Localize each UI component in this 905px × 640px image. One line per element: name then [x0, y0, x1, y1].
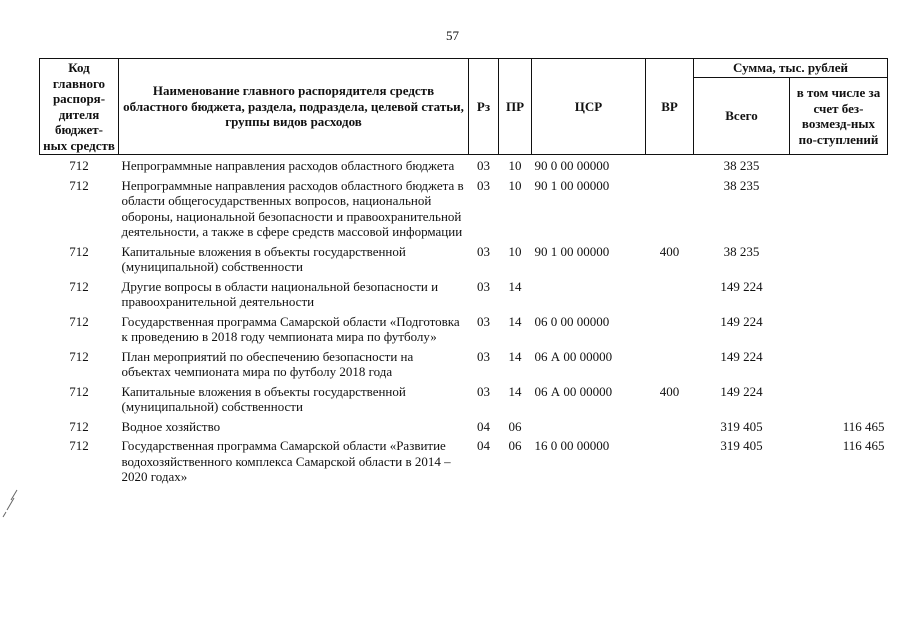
code-cell: 712 — [69, 313, 89, 329]
name-cell: Водное хозяйство — [121, 418, 221, 434]
header-code: Код главного распоря-дителя бюджет-ных средств — [40, 59, 119, 155]
total-cell: 38 235 — [723, 158, 760, 173]
header-gratis: в том числе за счет без-возмезд-ных по-ступлений — [790, 78, 888, 155]
pr-cell: 10 — [508, 158, 522, 173]
gratis-cell — [790, 155, 888, 175]
total-cell: 149 224 — [720, 348, 763, 364]
gratis-cell: 116 465 — [842, 438, 885, 453]
pr-cell: 14 — [508, 383, 522, 399]
table-body — [40, 155, 888, 486]
table-row — [40, 311, 888, 346]
csr-cell: 06 А 00 00000 — [534, 383, 613, 399]
table-header — [40, 59, 888, 155]
rz-cell: 03 — [477, 313, 490, 329]
vr-cell: 400 — [659, 243, 680, 259]
code-cell: 712 — [69, 348, 89, 364]
table-row — [40, 241, 888, 276]
name-cell: Непрограммные направления расходов областного бюджета в области общегосударственных вопросов, национальной обороны, национальной безопасности и правоохранительной деятельности, а также в сфере средств массовой информации — [121, 177, 464, 239]
total-cell: 149 224 — [720, 383, 763, 399]
header-pr: ПР — [499, 59, 532, 155]
name-cell: Государственная программа Самарской области «Подготовка к проведению в 2018 году чемпионата мира по футболу» — [121, 313, 460, 344]
csr-cell: 90 0 00 00000 — [534, 158, 610, 173]
csr-cell: 90 1 00 00000 — [534, 243, 610, 259]
name-cell: Государственная программа Самарской области «Развитие водохозяйственного комплекса Самарской области в 2014 – 2020 годах» — [121, 438, 451, 484]
code-cell: 712 — [69, 243, 89, 259]
vr-cell: 400 — [659, 383, 680, 399]
pr-cell: 06 — [508, 418, 522, 434]
budget-table — [39, 58, 888, 486]
table-row — [40, 416, 888, 436]
pr-cell: 06 — [508, 438, 522, 453]
csr-cell — [532, 276, 646, 311]
total-cell: 149 224 — [720, 313, 763, 329]
rz-cell: 04 — [477, 438, 490, 453]
name-cell: План мероприятий по обеспечению безопасности на объектах чемпионата мира по футболу 2018 года — [121, 348, 414, 379]
code-cell: 712 — [69, 278, 89, 294]
table-row — [40, 346, 888, 381]
table-row — [40, 155, 888, 175]
table-row — [40, 276, 888, 311]
table-row — [40, 175, 888, 241]
total-cell: 38 235 — [723, 177, 760, 193]
name-cell: Другие вопросы в области национальной безопасности и правоохранительной деятельности — [121, 278, 439, 309]
gratis-cell — [790, 311, 888, 346]
code-cell: 712 — [69, 383, 89, 399]
csr-cell: 06 0 00 00000 — [534, 313, 610, 329]
code-cell: 712 — [69, 438, 89, 453]
csr-cell: 16 0 00 00000 — [534, 438, 610, 453]
rz-cell: 03 — [477, 383, 490, 399]
name-cell: Непрограммные направления расходов областного бюджета — [121, 158, 455, 173]
rz-cell: 03 — [477, 177, 490, 193]
total-cell: 319 405 — [720, 418, 763, 434]
rz-cell: 03 — [477, 348, 490, 364]
vr-cell — [646, 276, 694, 311]
margin-pen-mark — [2, 488, 22, 518]
gratis-cell — [790, 346, 888, 381]
pr-cell: 14 — [508, 348, 522, 364]
vr-cell — [646, 416, 694, 436]
csr-cell: 90 1 00 00000 — [534, 177, 610, 193]
header-vr: ВР — [646, 59, 694, 155]
rz-cell: 03 — [477, 278, 490, 294]
total-cell: 38 235 — [723, 243, 760, 259]
code-cell: 712 — [69, 177, 89, 193]
pr-cell: 10 — [508, 243, 522, 259]
header-total: Всего — [694, 78, 790, 155]
vr-cell — [646, 155, 694, 175]
name-cell: Капитальные вложения в объекты государственной (муниципальной) собственности — [121, 243, 406, 274]
total-cell: 319 405 — [720, 438, 763, 453]
code-cell: 712 — [69, 418, 89, 434]
gratis-cell — [790, 175, 888, 241]
vr-cell — [646, 435, 694, 486]
header-rz: Рз — [469, 59, 499, 155]
rz-cell: 04 — [477, 418, 490, 434]
header-csr: ЦСР — [532, 59, 646, 155]
gratis-cell: 116 465 — [842, 418, 885, 434]
csr-cell: 06 А 00 00000 — [534, 348, 613, 364]
gratis-cell — [790, 381, 888, 416]
page-number: 57 — [446, 28, 459, 43]
table-row — [40, 435, 888, 486]
code-cell: 712 — [69, 158, 89, 173]
rz-cell: 03 — [477, 243, 490, 259]
gratis-cell — [790, 276, 888, 311]
table-row — [40, 381, 888, 416]
vr-cell — [646, 175, 694, 241]
gratis-cell — [790, 241, 888, 276]
header-name: Наименование главного распорядителя средств областного бюджета, раздела, подраздела, целевой статьи, группы видов расходов — [119, 59, 469, 155]
total-cell: 149 224 — [720, 278, 763, 294]
pr-cell: 10 — [508, 177, 522, 193]
rz-cell: 03 — [477, 158, 490, 173]
pr-cell: 14 — [508, 313, 522, 329]
vr-cell — [646, 346, 694, 381]
name-cell: Капитальные вложения в объекты государственной (муниципальной) собственности — [121, 383, 406, 414]
csr-cell — [532, 416, 646, 436]
vr-cell — [646, 311, 694, 346]
header-sum-group: Сумма, тыс. рублей — [694, 59, 888, 78]
pr-cell: 14 — [508, 278, 522, 294]
